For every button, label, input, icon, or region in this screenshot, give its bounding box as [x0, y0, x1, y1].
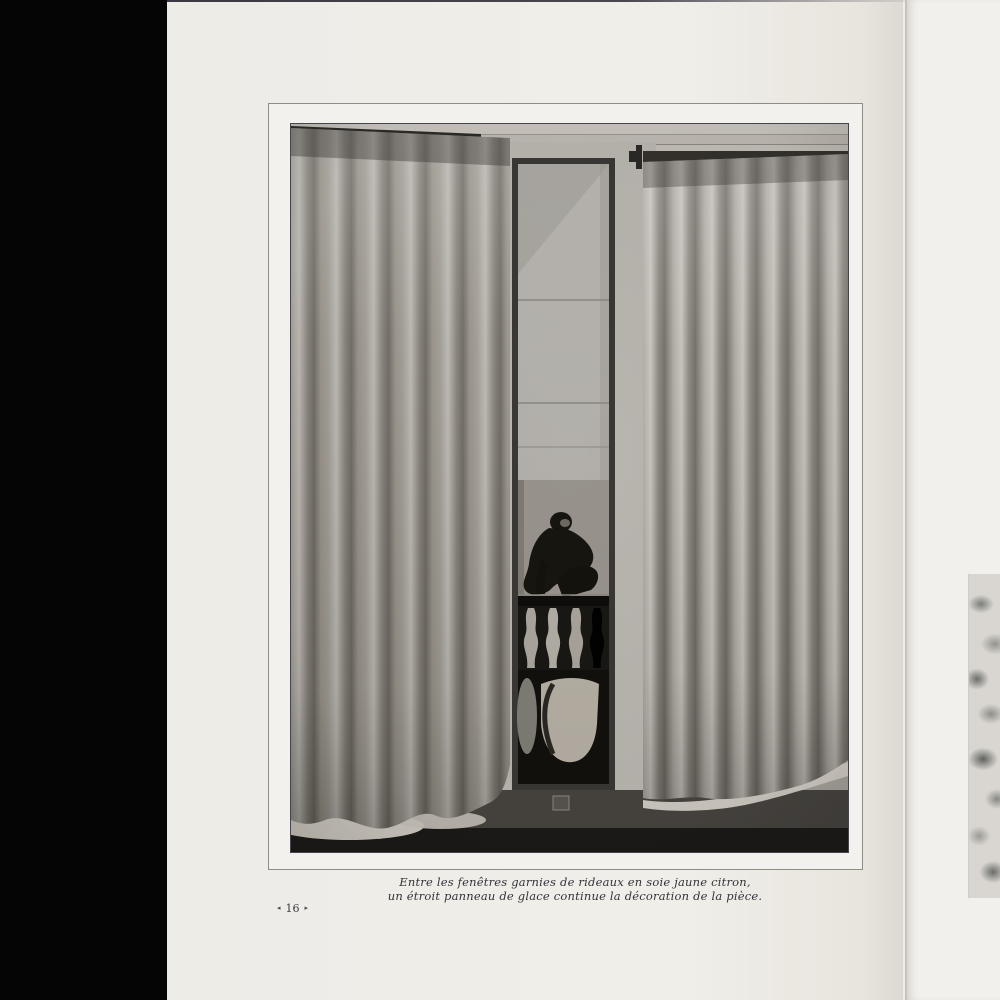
photograph — [290, 123, 849, 853]
scan-backdrop — [0, 0, 167, 1000]
page-top-edge-line — [167, 0, 1000, 2]
plate-caption — [330, 875, 820, 903]
photograph-illustration — [291, 124, 848, 852]
folio-ornament-left: ◂ — [277, 904, 281, 912]
plate-frame — [268, 103, 863, 870]
page-number — [277, 902, 308, 915]
facing-page-photo-fragment — [968, 574, 1000, 898]
folio-ornament-right: ▸ — [304, 904, 309, 912]
caption-line-1: Entre les fenêtres garnies de rideaux en soie jaune citron, — [399, 875, 751, 889]
caption-line-2: un étroit panneau de glace continue la décoration de la pièce. — [387, 889, 763, 903]
folio-number: 16 — [285, 902, 300, 915]
photo-vignette — [291, 124, 848, 852]
